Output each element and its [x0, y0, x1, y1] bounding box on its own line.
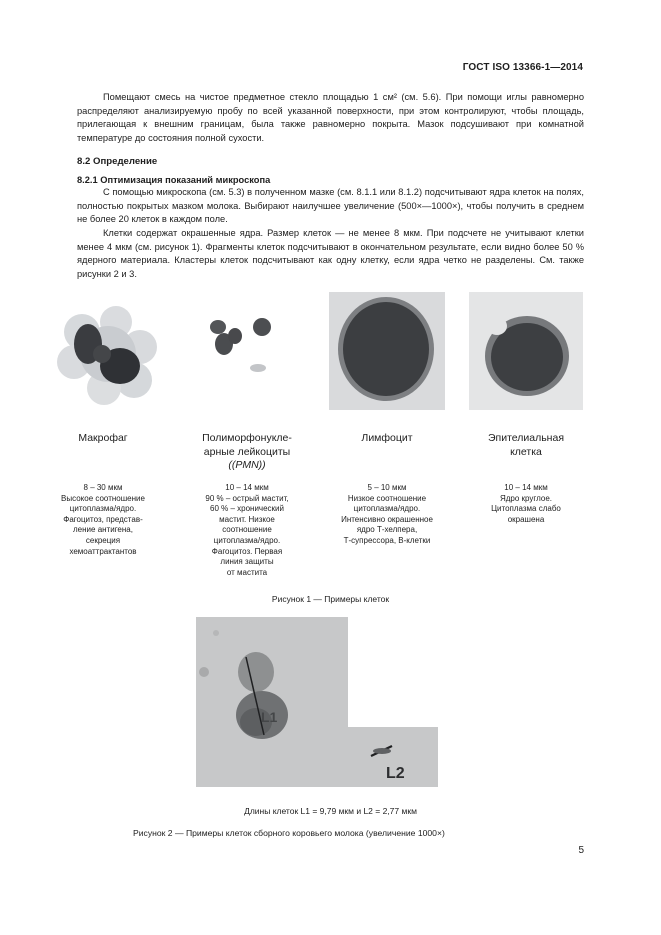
pmn-abbr-text: (PMN) — [231, 459, 263, 471]
lymphocyte-image — [329, 292, 445, 410]
cell-desc-pmn — [185, 483, 309, 578]
desc-line: 5 – 10 мкм — [367, 483, 407, 492]
cell-desc-lymphocyte — [322, 483, 452, 547]
desc-line: хемоаттрактантов — [69, 546, 137, 556]
desc-line: Высокое соотношение — [61, 493, 145, 503]
desc-line: 90 % – острый мастит, — [205, 493, 289, 503]
desc-line: цитоплазма/ядро. — [353, 504, 421, 514]
figure2-micrograph — [196, 617, 438, 787]
macrophage-image — [46, 292, 160, 410]
intro-text: Помещают смесь на чистое предметное стекло площадью 1 см² (см. 5.6). При помощи иглы равномерно распределяют анализируемую пробу по всей указанной поверхности, при этом контролируют, чтобы площадь, прилегающая к внешним границам, была также равномерно покрыта. Мазок подсушивают при комнатной температуре до состояния полной сухости. — [77, 92, 584, 143]
subsection-text-1: С помощью микроскопа (см. 5.3) в полученном мазке (см. 8.1.1 или 8.1.2) подсчитывают ядра клеток на полях, полностью покрытых мазком молока. Выбирают наилучшее увеличение (500×—1000×), чтобы получить в среднем не более 20 клеток в каждом поле. — [77, 187, 584, 225]
section-title: 8.2 Определение — [77, 156, 158, 167]
cell-desc-epithelial — [464, 483, 588, 525]
pmn-image — [190, 292, 304, 410]
cell-name-pmn-line1: Полиморфонукле- — [202, 432, 292, 444]
desc-line: от мастита — [226, 567, 268, 577]
cell-name-pmn — [185, 432, 309, 473]
standard-header: ГОСТ ISO 13366-1—2014 — [462, 62, 583, 73]
epithelial-cell-image — [469, 292, 583, 410]
intro-paragraph — [77, 91, 584, 145]
subsection-title: 8.2.1 Оптимизация показаний микроскопа — [77, 175, 271, 185]
desc-line: цитоплазма/ядро. — [213, 535, 281, 545]
cell-name-pmn-abbr: ((PMN)) — [228, 459, 266, 471]
desc-line: Ядро круглое. — [499, 493, 553, 503]
desc-line: цитоплазма/ядро. — [69, 504, 137, 514]
cell-name-pmn-line2: арные лейкоциты — [203, 445, 291, 458]
desc-line: 8 – 30 мкм — [83, 483, 123, 492]
desc-line: 10 – 14 мкм — [225, 483, 269, 492]
desc-line: Низкое соотношение — [347, 493, 427, 503]
subsection-paragraph-1 — [77, 186, 584, 227]
desc-line: Т-супрессора, В-клетки — [343, 535, 431, 545]
desc-line: ядро Т-хелпера, — [356, 525, 418, 535]
desc-line: ление антигена, — [73, 525, 133, 535]
figure2-caption: Рисунок 2 — Примеры клеток сборного коровьего молока (увеличение 1000×) — [133, 828, 445, 838]
cell-name-lymphocyte: Лимфоцит — [361, 432, 413, 444]
figure2-lengths-caption: Длины клеток L1 = 9,79 мкм и L2 = 2,77 мкм — [244, 806, 417, 816]
desc-line: 10 – 14 мкм — [504, 483, 548, 492]
desc-line: Интенсивно окрашенное — [341, 514, 433, 524]
label-l1: L1 — [261, 709, 278, 725]
subsection-paragraph-2 — [77, 227, 584, 281]
figure1-caption: Рисунок 1 — Примеры клеток — [271, 594, 390, 604]
label-l2: L2 — [386, 765, 405, 782]
desc-line: Цитоплазма слабо — [491, 504, 561, 514]
desc-line: Фагоцитоз, представ- — [63, 514, 143, 524]
cell-desc-macrophage — [43, 483, 163, 557]
page-number: 5 — [578, 845, 584, 856]
subsection-text-2: Клетки содержат окрашенные ядра. Размер клеток — не менее 8 мкм. При подсчете не учитывают клетки менее 4 мкм (см. рисунок 1). Фрагменты клеток подсчитывают в окончательном результате, если видно более 50 % ядерного материала. Кластеры клеток подсчитывают как одну клетку, если ядра четко не разделены. См. также рисунки 2 и 3. — [77, 228, 584, 279]
desc-line: Фагоцитоз. Первая — [211, 546, 283, 556]
cell-name-epithelial-line2: клетка — [510, 445, 542, 458]
cell-name-macrophage: Макрофаг — [78, 432, 128, 444]
desc-line: секреция — [85, 535, 121, 545]
desc-line: окрашена — [507, 514, 545, 524]
desc-line: 60 % – хронический — [210, 504, 284, 514]
desc-line: линия защиты — [220, 557, 274, 567]
cell-name-epithelial — [464, 432, 588, 459]
desc-line: соотношение — [222, 525, 272, 535]
cell-name-epithelial-line1: Эпителиальная — [487, 432, 565, 444]
desc-line: мастит. Низкое — [219, 514, 275, 524]
